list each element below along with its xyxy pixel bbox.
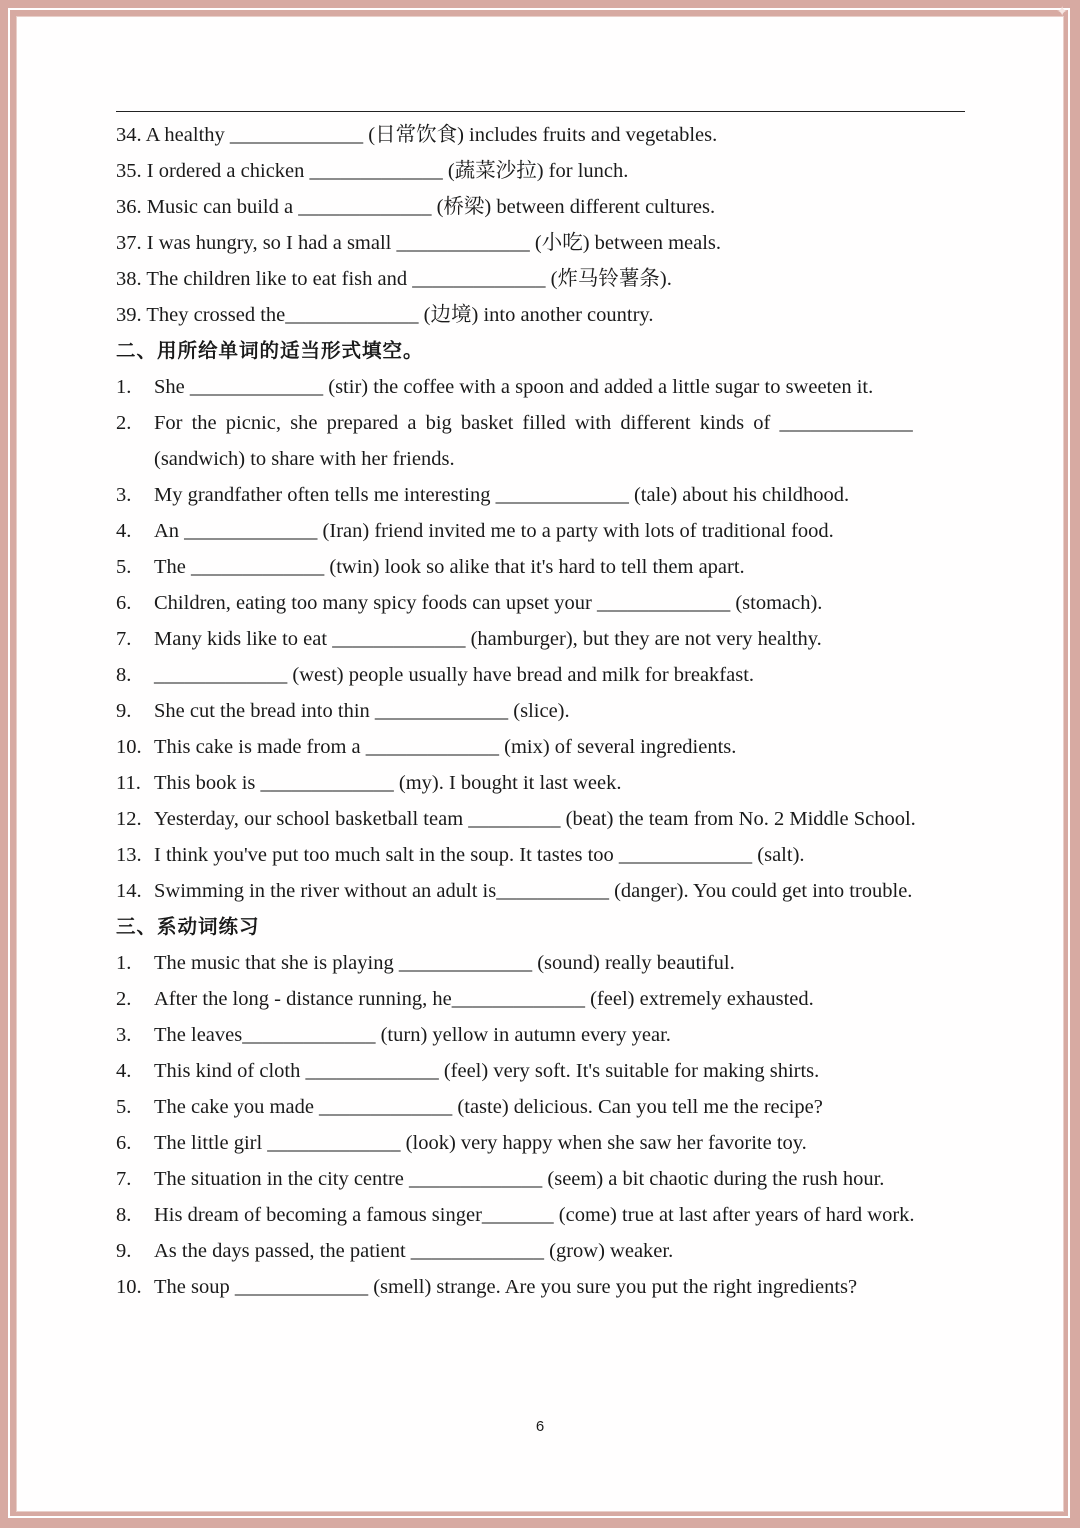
- question-34: 34. A healthy _____________ (日常饮食) includes fruits and vegetables.: [116, 124, 718, 146]
- section-2-title: 二、用所给单词的适当形式填空。: [116, 339, 424, 362]
- sparkle-icon: ✦: [1056, 4, 1068, 20]
- top-rule: [116, 111, 965, 112]
- question-38: 38. The children like to eat fish and _____________ (炸马铃薯条).: [116, 268, 672, 290]
- section-3-title: 三、系动词练习: [116, 915, 260, 938]
- question-37: 37. I was hungry, so I had a small _____________ (小吃) between meals.: [116, 232, 722, 254]
- question-39: 39. They crossed the_____________ (边境) into another country.: [116, 304, 654, 326]
- page-number: 6: [535, 1418, 545, 1435]
- question-36: 36. Music can build a _____________ (桥梁) between different cultures.: [116, 196, 716, 218]
- question-35: 35. I ordered a chicken _____________ (蔬菜沙拉) for lunch.: [116, 160, 629, 182]
